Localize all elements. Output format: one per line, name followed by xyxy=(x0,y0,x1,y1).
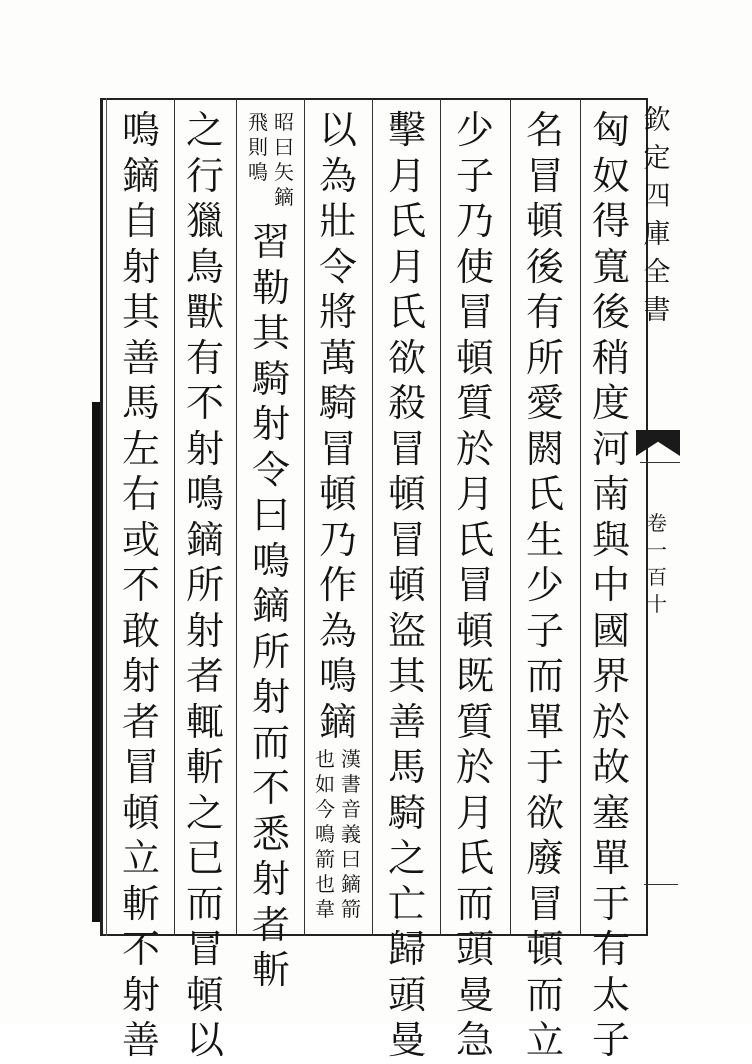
text-char: 生 xyxy=(525,517,564,562)
text-char: 者 xyxy=(251,902,290,947)
text-char: 頭 xyxy=(455,927,494,971)
text-char: 寬 xyxy=(591,244,630,289)
text-char: 善 xyxy=(121,1018,160,1062)
margin-tick xyxy=(644,884,678,885)
column-rule xyxy=(174,98,175,936)
text-char: 斬 xyxy=(251,948,290,992)
text-char: 敢 xyxy=(121,608,160,653)
text-char: 鳴 xyxy=(251,538,290,583)
text-char: 鳴 xyxy=(121,108,160,152)
text-char: 而 xyxy=(251,720,290,765)
text-char: 單 xyxy=(525,699,564,744)
main-text xyxy=(252,220,290,994)
text-char: 射 xyxy=(121,244,160,289)
text-char: 與 xyxy=(591,517,630,562)
text-char: 於 xyxy=(591,699,630,744)
text-char: 於 xyxy=(455,426,494,471)
fishtail-rule xyxy=(640,462,680,463)
note-column xyxy=(339,747,363,922)
text-char: 所 xyxy=(185,563,224,607)
note-char: 鳴 xyxy=(248,160,268,184)
text-char: 頓 xyxy=(387,563,426,607)
column-rule xyxy=(580,98,581,936)
text-char: 月 xyxy=(387,153,426,198)
text-char: 之 xyxy=(387,836,426,880)
text-column-7 xyxy=(180,108,230,1062)
text-char: 少 xyxy=(455,108,494,152)
text-char: 射 xyxy=(251,857,290,901)
note-char: 義 xyxy=(341,822,361,846)
text-char: 射 xyxy=(251,402,290,446)
text-char: 奴 xyxy=(591,153,630,198)
text-char: 于 xyxy=(525,745,564,789)
column-rule xyxy=(372,98,373,936)
text-char: 其 xyxy=(251,311,290,355)
text-char: 為 xyxy=(318,153,357,198)
text-char: 於 xyxy=(455,745,494,789)
text-char: 愛 xyxy=(525,381,564,425)
text-char: 欲 xyxy=(387,335,426,380)
note-char: 也 xyxy=(315,872,335,896)
text-char: 稍 xyxy=(591,335,630,380)
note-char: 箭 xyxy=(341,897,361,921)
commentary-notes xyxy=(313,747,363,922)
note-char: 今 xyxy=(315,797,335,821)
text-char: 匈 xyxy=(591,108,630,152)
note-column xyxy=(272,110,296,210)
text-char: 已 xyxy=(185,836,224,880)
text-char: 月 xyxy=(455,472,494,516)
text-char: 射 xyxy=(185,608,224,653)
text-char: 之 xyxy=(185,108,224,152)
text-char: 乃 xyxy=(455,199,494,243)
column-rule xyxy=(304,98,305,936)
text-char: 射 xyxy=(251,675,290,719)
text-char: 欲 xyxy=(525,790,564,835)
text-char: 善 xyxy=(121,335,160,380)
text-char: 令 xyxy=(318,244,357,289)
text-char: 冒 xyxy=(525,153,564,198)
text-char: 不 xyxy=(185,381,224,425)
page-edge-shadow xyxy=(92,402,100,922)
text-char: 頭 xyxy=(387,972,426,1017)
text-column-1 xyxy=(586,108,636,1062)
text-char: 使 xyxy=(455,244,494,289)
text-char: 立 xyxy=(121,836,160,880)
text-char: 左 xyxy=(121,426,160,471)
margin-juan-label xyxy=(640,510,674,618)
text-char: 子 xyxy=(525,608,564,653)
text-column-5 xyxy=(308,108,368,928)
text-char: 界 xyxy=(591,654,630,698)
text-char: 太 xyxy=(591,972,630,1017)
text-char: 于 xyxy=(591,881,630,926)
text-char: 鏑 xyxy=(251,584,290,628)
note-char: 則 xyxy=(248,135,268,159)
note-char: 鏑 xyxy=(341,872,361,896)
text-char: 射 xyxy=(185,426,224,471)
text-char: 斬 xyxy=(185,745,224,789)
text-char: 勒 xyxy=(251,265,290,310)
note-char: 鏑 xyxy=(274,185,294,209)
margin-title xyxy=(640,102,674,330)
note-char: 昭 xyxy=(274,110,294,134)
text-char: 立 xyxy=(525,1018,564,1062)
text-char: 之 xyxy=(185,790,224,835)
commentary-notes xyxy=(246,110,296,210)
text-char: 射 xyxy=(121,654,160,698)
text-char: 馬 xyxy=(387,745,426,789)
margin-title-char: 欽 xyxy=(643,105,671,136)
text-char: 其 xyxy=(387,654,426,698)
margin-juan-char: 十 xyxy=(647,592,667,616)
text-char: 頓 xyxy=(455,608,494,653)
text-char: 獸 xyxy=(185,290,224,334)
note-column xyxy=(246,110,270,210)
text-char: 故 xyxy=(591,745,630,789)
text-char: 廢 xyxy=(525,836,564,880)
text-char: 月 xyxy=(455,790,494,835)
text-char: 冒 xyxy=(318,426,357,471)
note-char: 韋 xyxy=(315,897,335,921)
text-char: 而 xyxy=(455,881,494,926)
text-char: 鏑 xyxy=(121,153,160,198)
column-rule xyxy=(440,98,441,936)
text-char: 有 xyxy=(525,290,564,334)
frame-inner-rule xyxy=(106,98,107,936)
text-char: 善 xyxy=(387,699,426,744)
text-char: 其 xyxy=(121,290,160,334)
text-char: 不 xyxy=(121,563,160,607)
text-char: 氏 xyxy=(387,290,426,334)
text-char: 作 xyxy=(318,563,357,607)
text-column-8 xyxy=(116,108,166,1062)
text-char: 所 xyxy=(525,335,564,380)
text-char: 習 xyxy=(251,220,290,264)
text-char: 亡 xyxy=(387,881,426,926)
text-char: 急 xyxy=(455,1018,494,1062)
margin-title-char: 四 xyxy=(643,181,671,212)
text-char: 鳴 xyxy=(185,472,224,516)
margin-title-char: 全 xyxy=(643,257,671,288)
text-char: 冒 xyxy=(121,745,160,789)
text-char: 月 xyxy=(387,244,426,289)
text-char: 鏑 xyxy=(185,517,224,562)
text-char: 南 xyxy=(591,472,630,516)
column-rule xyxy=(236,98,237,936)
text-char: 氏 xyxy=(525,472,564,516)
text-char: 氏 xyxy=(455,517,494,562)
text-char: 歸 xyxy=(387,927,426,971)
text-char: 冒 xyxy=(387,426,426,471)
note-char: 書 xyxy=(341,772,361,796)
note-char: 鳴 xyxy=(315,822,335,846)
text-char: 令 xyxy=(251,447,290,492)
text-char: 行 xyxy=(185,153,224,198)
text-char: 子 xyxy=(455,153,494,198)
text-char: 右 xyxy=(121,472,160,516)
text-char: 輒 xyxy=(185,699,224,744)
text-char: 騎 xyxy=(318,381,357,425)
text-column-2 xyxy=(520,108,570,1062)
text-char: 河 xyxy=(591,426,630,471)
text-char: 有 xyxy=(185,335,224,380)
text-char: 度 xyxy=(591,381,630,425)
note-char: 如 xyxy=(315,772,335,796)
text-char: 氏 xyxy=(455,836,494,880)
text-char: 曼 xyxy=(387,1018,426,1062)
text-char: 得 xyxy=(591,199,630,243)
text-char: 塞 xyxy=(591,790,630,835)
note-char: 也 xyxy=(315,747,335,771)
text-char: 不 xyxy=(121,927,160,971)
text-char: 頓 xyxy=(318,472,357,516)
note-column xyxy=(313,747,337,922)
margin-juan-char: 卷 xyxy=(647,511,667,535)
text-char: 冒 xyxy=(455,563,494,607)
note-char: 矢 xyxy=(274,160,294,184)
text-char: 頓 xyxy=(387,472,426,516)
text-char: 而 xyxy=(525,654,564,698)
text-char: 後 xyxy=(591,290,630,334)
text-char: 冒 xyxy=(455,290,494,334)
text-char: 自 xyxy=(121,199,160,243)
text-char: 以 xyxy=(185,1018,224,1062)
text-char: 既 xyxy=(455,654,494,698)
text-char: 萬 xyxy=(318,335,357,380)
text-char: 頓 xyxy=(121,790,160,835)
text-char: 鳴 xyxy=(318,654,357,698)
note-char: 曰 xyxy=(274,135,294,159)
text-char: 斬 xyxy=(121,881,160,926)
main-text xyxy=(319,108,357,745)
note-char: 箭 xyxy=(315,847,335,871)
text-char: 殺 xyxy=(387,381,426,425)
margin-juan-char: 一 xyxy=(647,538,667,562)
text-char: 所 xyxy=(251,629,290,674)
note-char: 曰 xyxy=(341,847,361,871)
text-char: 曼 xyxy=(455,972,494,1017)
text-char: 為 xyxy=(318,608,357,653)
text-char: 後 xyxy=(525,244,564,289)
text-char: 有 xyxy=(591,927,630,971)
text-char: 盜 xyxy=(387,608,426,653)
text-char: 者 xyxy=(121,699,160,744)
text-char: 曰 xyxy=(251,493,290,537)
text-char: 騎 xyxy=(387,790,426,835)
text-column-6 xyxy=(242,108,300,992)
text-char: 而 xyxy=(525,972,564,1017)
text-char: 鳥 xyxy=(185,244,224,289)
text-char: 壯 xyxy=(318,199,357,243)
margin-title-char: 書 xyxy=(643,295,671,326)
text-char: 悉 xyxy=(251,811,290,856)
text-char: 擊 xyxy=(387,108,426,152)
text-char: 質 xyxy=(455,699,494,744)
text-column-4 xyxy=(382,108,432,1062)
text-char: 冒 xyxy=(387,517,426,562)
text-char: 以 xyxy=(318,108,357,152)
text-char: 名 xyxy=(525,108,564,152)
text-char: 射 xyxy=(121,972,160,1017)
text-char: 中 xyxy=(591,563,630,607)
text-char: 冒 xyxy=(185,927,224,971)
text-char: 騎 xyxy=(251,356,290,401)
text-char: 獵 xyxy=(185,199,224,243)
text-char: 冒 xyxy=(525,881,564,926)
text-char: 鏑 xyxy=(318,699,357,744)
text-char: 少 xyxy=(525,563,564,607)
note-char: 音 xyxy=(341,797,361,821)
text-char: 閼 xyxy=(525,426,564,471)
text-char: 馬 xyxy=(121,381,160,425)
margin-column xyxy=(640,98,674,936)
text-char: 頓 xyxy=(525,927,564,971)
note-char: 漢 xyxy=(341,747,361,771)
margin-title-char: 定 xyxy=(643,143,671,174)
text-char: 頓 xyxy=(185,972,224,1017)
margin-juan-char: 百 xyxy=(647,565,667,589)
text-char: 或 xyxy=(121,517,160,562)
text-char: 不 xyxy=(251,766,290,810)
text-char: 乃 xyxy=(318,517,357,562)
text-char: 單 xyxy=(591,836,630,880)
text-char: 者 xyxy=(185,654,224,698)
text-char: 頓 xyxy=(455,335,494,380)
text-column-3 xyxy=(450,108,500,1062)
text-char: 而 xyxy=(185,881,224,926)
column-rule xyxy=(510,98,511,936)
text-char: 頓 xyxy=(525,199,564,243)
fishtail-mark xyxy=(636,430,680,456)
text-char: 質 xyxy=(455,381,494,425)
text-char: 國 xyxy=(591,608,630,653)
text-char: 氏 xyxy=(387,199,426,243)
margin-title-char: 庫 xyxy=(643,219,671,250)
text-char: 將 xyxy=(318,290,357,334)
note-char: 飛 xyxy=(248,110,268,134)
text-char: 子 xyxy=(591,1018,630,1062)
